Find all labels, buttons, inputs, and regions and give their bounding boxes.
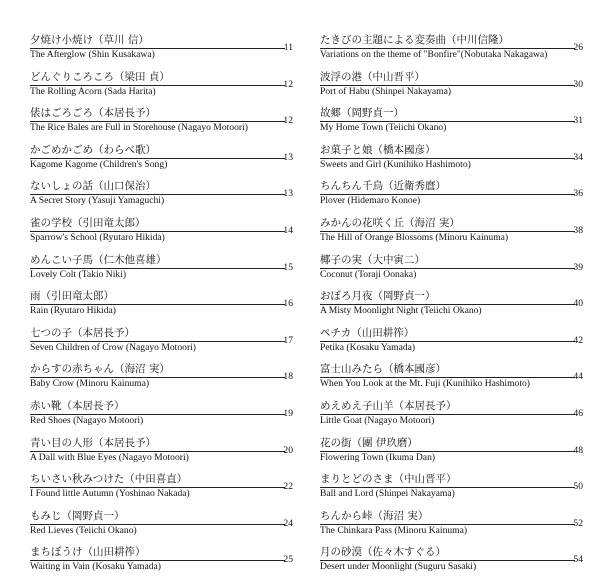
- song-title-japanese: 椰子の実（大中寅二）: [320, 253, 425, 266]
- song-title-english: Little Goat (Nagayo Motoori): [320, 415, 435, 426]
- toc-entry: [320, 34, 583, 68]
- song-title-english: Plover (Hidemaro Konoe): [320, 195, 421, 207]
- page-number: 36: [573, 188, 583, 200]
- toc-entry: [30, 400, 293, 434]
- page-number: 19: [283, 408, 293, 419]
- page-number: 17: [283, 334, 293, 346]
- page-number: 31: [573, 115, 583, 127]
- song-title-english: Coconut (Toraji Oonaka): [320, 268, 417, 280]
- song-title-english: The Hill of Orange Blossoms (Minoru Kainuma): [320, 232, 509, 243]
- song-title-english: Red Shoes (Nagayo Motoori): [30, 415, 144, 426]
- song-title-japanese: かごめかごめ（わらべ歌）: [30, 143, 156, 156]
- toc-entry: [320, 326, 583, 361]
- page-number: 30: [573, 78, 583, 90]
- page-number: 48: [573, 444, 583, 456]
- toc-entry: [320, 253, 583, 288]
- song-title-english: The Rice Bales are Full in Storehouse (Nagayo Motoori): [30, 122, 248, 134]
- song-title-japanese: まちぼうけ（山田耕筰）: [30, 546, 146, 559]
- song-title-english: Rain (Ryutaro Hikida): [30, 305, 116, 317]
- page-number: 26: [573, 42, 583, 53]
- toc-entry: [320, 143, 583, 178]
- song-title-english: Kagome Kagome (Children's Song): [30, 158, 168, 170]
- page-number: 24: [283, 517, 293, 529]
- song-title-japanese: ペチカ（山田耕筰）: [320, 326, 415, 339]
- song-title-japanese: たきびの主題による変奏曲（中川信隆）: [320, 34, 509, 46]
- page-number: 18: [283, 371, 293, 383]
- song-title-japanese: ないしょの話（山口保治）: [30, 180, 156, 193]
- song-title-japanese: めえめえ子山羊（本居長予）: [320, 400, 457, 412]
- song-title-japanese: 俵はごろごろ（本居長予）: [30, 107, 156, 120]
- song-title-english: When You Look at the Mt. Fuji (Kunihiko Hashimoto): [320, 378, 530, 390]
- song-title-english: Ball and Lord (Shinpei Nakayama): [320, 488, 455, 500]
- song-title-japanese: 雨（引田竜太郎）: [30, 290, 114, 303]
- toc-entry: [30, 436, 293, 471]
- song-title-japanese: 富士山みたら（橋本國彦）: [320, 363, 446, 376]
- page-number: 14: [283, 225, 293, 236]
- toc-entry: [320, 509, 583, 544]
- toc-entry: [30, 180, 293, 214]
- song-title-english: Sweets and Girl (Kunihiko Hashimoto): [320, 158, 471, 170]
- song-title-english: A Dall with Blue Eyes (Nagayo Motoori): [30, 451, 189, 463]
- page-number: 22: [283, 481, 293, 493]
- toc-entry: [30, 473, 293, 507]
- toc-entry: [320, 436, 583, 471]
- page-number: 11: [283, 42, 293, 53]
- song-title-english: The Afterglow (Shin Kusakawa): [30, 49, 155, 60]
- page-number: 38: [573, 225, 583, 236]
- song-title-japanese: 七つの子（本居長予）: [30, 326, 135, 339]
- song-title-japanese: 花の街（團 伊玖磨）: [320, 436, 418, 449]
- song-title-english: Petika (Kosaku Yamada): [320, 341, 416, 353]
- song-title-japanese: お菓子と娘（橋本國彦）: [320, 143, 436, 156]
- song-title-japanese: まりとどのさま（中山晋平）: [320, 473, 457, 486]
- song-title-english: A Secret Story (Yasuji Yamaguchi): [30, 195, 165, 207]
- song-title-english: Variations on the theme of "Bonfire"(Nobutaka Nakagawa): [320, 49, 548, 60]
- song-title-english: Lovely Colt (Takio Niki): [30, 268, 127, 280]
- song-title-japanese: ちいさい秋みつけた（中田喜直）: [30, 473, 188, 486]
- page-number: 13: [283, 151, 293, 163]
- song-title-english: Port of Habu (Shinpei Nakayama): [320, 85, 452, 97]
- song-title-english: Desert under Moonlight (Suguru Sasaki): [320, 561, 477, 573]
- page-number: 13: [283, 188, 293, 200]
- toc-entry: [320, 107, 583, 141]
- song-title-japanese: 雀の学校（引田竜太郎）: [30, 217, 146, 229]
- song-title-english: The Chinkara Pass (Minoru Kainuma): [320, 524, 468, 536]
- page-number: 50: [573, 481, 583, 493]
- toc-entry: [320, 180, 583, 214]
- song-title-english: Seven Children of Crow (Nagayo Motoori): [30, 341, 196, 353]
- song-title-english: I Found little Autumn (Yoshinao Nakada): [30, 488, 190, 500]
- song-title-english: Red Lieves (Teiichi Okano): [30, 524, 137, 536]
- song-title-english: My Home Town (Teiichi Okano): [320, 122, 447, 134]
- page-number: 25: [283, 554, 293, 566]
- toc-entry: [30, 143, 293, 178]
- page-number: 46: [573, 408, 583, 419]
- toc-entry: [30, 253, 293, 288]
- song-title-japanese: みかんの花咲く丘（海沼 実）: [320, 217, 460, 229]
- toc-entry: [320, 546, 583, 580]
- toc-entry: [30, 326, 293, 361]
- song-title-english: Flowering Town (Ikuma Dan): [320, 451, 436, 463]
- page-number: 40: [573, 298, 583, 310]
- page-number: 54: [573, 554, 583, 566]
- song-title-japanese: 夕焼け小焼け（草川 信）: [30, 34, 149, 46]
- toc-entry: [30, 34, 293, 68]
- page-number: 52: [573, 517, 583, 529]
- song-title-english: The Rolling Acorn (Sada Harita): [30, 85, 156, 97]
- toc-entry: [320, 400, 583, 434]
- song-title-japanese: おぼろ月夜（岡野貞一）: [320, 290, 436, 303]
- toc-entry: [30, 217, 293, 251]
- page-number: 12: [283, 115, 293, 127]
- song-title-japanese: 赤い靴（本居長予）: [30, 400, 125, 412]
- toc-entry: [30, 70, 293, 105]
- page-number: 20: [283, 444, 293, 456]
- toc-entry: [30, 363, 293, 397]
- song-title-japanese: 青い目の人形（本居長予）: [30, 436, 156, 449]
- song-title-japanese: 故郷（岡野貞一）: [320, 107, 404, 120]
- toc-entry: [320, 363, 583, 397]
- toc-entry: [30, 107, 293, 141]
- toc-entry: [320, 473, 583, 507]
- page-number: 42: [573, 334, 583, 346]
- page-number: 34: [573, 151, 583, 163]
- song-title-japanese: ちんから峠（海沼 実）: [320, 509, 429, 522]
- page-number: 39: [573, 261, 583, 273]
- song-title-japanese: めんこい子馬（仁木他喜雄）: [30, 253, 167, 266]
- toc-entry: [320, 217, 583, 251]
- toc-entry: [30, 509, 293, 544]
- song-title-japanese: ちんちん千鳥（近衛秀麿）: [320, 180, 446, 193]
- song-title-japanese: 月の砂漠（佐々木すぐる）: [320, 546, 446, 559]
- song-title-english: Waiting in Vain (Kosaku Yamada): [30, 561, 161, 573]
- song-title-english: A Misty Moonlight Night (Teiichi Okano): [320, 305, 482, 317]
- song-title-japanese: もみじ（岡野貞一）: [30, 509, 125, 522]
- toc-entry: [30, 546, 293, 580]
- song-title-japanese: からすの赤ちゃん（海沼 実）: [30, 363, 170, 376]
- page-number: 44: [573, 371, 583, 383]
- page-number: 12: [283, 78, 293, 90]
- song-title-japanese: 波浮の港（中山晋平）: [320, 70, 425, 83]
- page-number: 16: [283, 298, 293, 310]
- page-number: 15: [283, 261, 293, 273]
- toc-entry: [320, 290, 583, 324]
- song-title-english: Baby Crow (Minoru Kainuma): [30, 378, 150, 390]
- song-title-japanese: どんぐりころころ（梁田 貞）: [30, 70, 170, 83]
- song-title-english: Sparrow's School (Ryutaro Hikida): [30, 232, 165, 243]
- toc-entry: [30, 290, 293, 324]
- toc-entry: [320, 70, 583, 105]
